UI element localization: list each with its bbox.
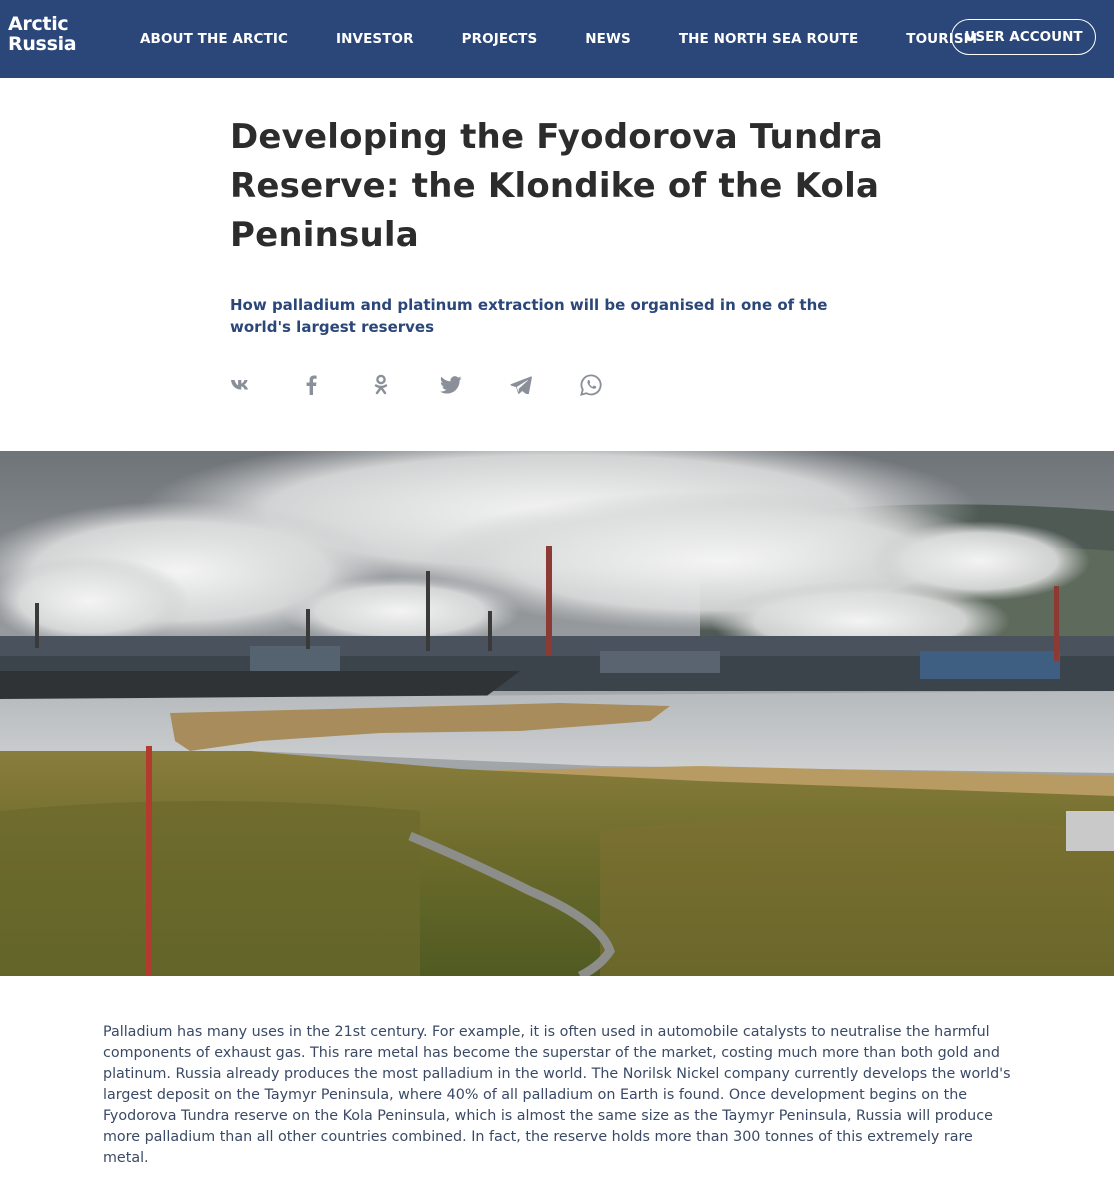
nav-about-the-arctic[interactable]: ABOUT THE ARCTIC bbox=[140, 31, 289, 47]
telegram-icon[interactable] bbox=[509, 373, 533, 397]
logo-line-2: Russia bbox=[8, 33, 77, 55]
hero-photo bbox=[0, 451, 1114, 976]
share-bar bbox=[229, 372, 649, 398]
facebook-icon[interactable] bbox=[299, 373, 323, 397]
logo-line-1: Arctic bbox=[8, 13, 69, 35]
nav-north-sea-route[interactable]: THE NORTH SEA ROUTE bbox=[678, 31, 859, 47]
article-subtitle: How palladium and platinum extraction will be organised in one of the world's largest reserves bbox=[230, 296, 828, 336]
main-nav bbox=[116, 0, 1001, 78]
article-body: Palladium has many uses in the 21st century. For example, it is often used in automobile catalysts to neutralise the harmful components of exhaust gas. This rare metal has become the superstar of the market, costing much more than both gold and platinum. Russia already produces the most palladium in the world. The Norilsk Nickel company currently develops the world's largest deposit on the Taymyr Peninsula, where 40% of all palladium on Earth is found. Once development begins on the Fyodorova Tundra reserve on the Kola Peninsula, which is almost the same size as the Taymyr Peninsula, Russia will produce more palladium than all other countries combined. In fact, the reserve holds more than 300 tonnes of this extremely rare metal. bbox=[103, 1024, 1011, 1166]
whatsapp-icon[interactable] bbox=[579, 373, 603, 397]
nav-projects[interactable]: PROJECTS bbox=[461, 31, 538, 47]
vk-icon[interactable] bbox=[229, 373, 253, 397]
nav-investor[interactable]: INVESTOR bbox=[336, 31, 414, 47]
twitter-icon[interactable] bbox=[439, 373, 463, 397]
nav-tourism[interactable]: TOURISM bbox=[906, 31, 978, 47]
article-title: Developing the Fyodorova Tundra Reserve: the Klondike of the Kola Peninsula bbox=[230, 117, 884, 255]
site-header bbox=[0, 0, 1114, 78]
nav-news[interactable]: NEWS bbox=[585, 31, 631, 47]
odnoklassniki-icon[interactable] bbox=[369, 373, 393, 397]
site-logo[interactable] bbox=[8, 14, 76, 54]
user-account-button[interactable]: USER ACCOUNT bbox=[951, 19, 1096, 55]
industrial-landscape-illustration bbox=[0, 451, 1114, 976]
